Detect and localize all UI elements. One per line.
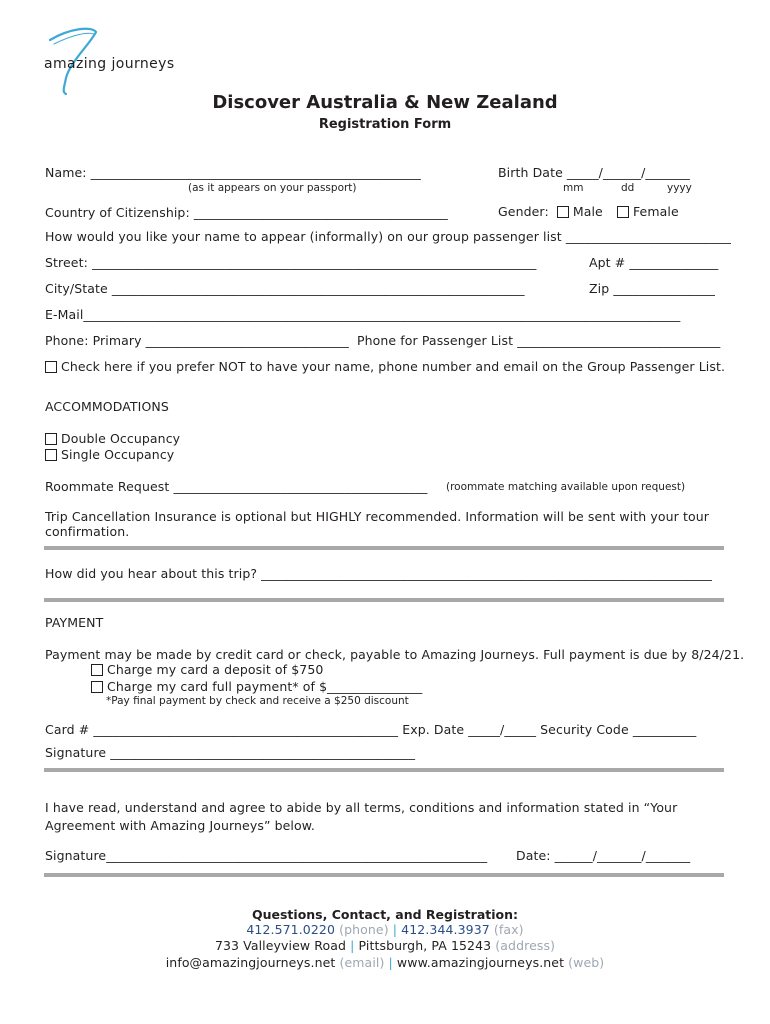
- full-payment-checkbox[interactable]: [91, 681, 103, 693]
- gender-male-checkbox[interactable]: [557, 206, 569, 218]
- contact-heading: Questions, Contact, and Registration:: [251, 907, 518, 922]
- citizenship-field[interactable]: Country of Citizenship: ________________________________________: [45, 205, 448, 220]
- gender-group: [498, 204, 679, 219]
- page-title: Discover Australia & New Zealand: [212, 92, 558, 113]
- gender-label: Gender:: [498, 204, 549, 219]
- insurance-text-line2: confirmation.: [45, 524, 130, 539]
- payment-heading: PAYMENT: [45, 615, 104, 630]
- single-occupancy-checkbox[interactable]: [45, 449, 57, 461]
- separator: |: [392, 922, 398, 937]
- agreement-date-field[interactable]: Date: ______/_______/_______: [516, 848, 691, 863]
- apt-field[interactable]: Apt # ______________: [589, 255, 719, 270]
- contact-web-label: (web): [568, 955, 605, 970]
- page-subtitle: Registration Form: [318, 117, 452, 132]
- full-payment-label: Charge my card full payment* of $_______________: [107, 679, 423, 694]
- city-state-field[interactable]: City/State _________________________________________________________________: [45, 281, 525, 296]
- gender-male-label: Male: [572, 204, 603, 219]
- contact-email-label: (email): [339, 955, 385, 970]
- gender-female-checkbox[interactable]: [617, 206, 629, 218]
- accommodations-heading: ACCOMMODATIONS: [45, 399, 169, 414]
- birth-yyyy-label: yyyy: [667, 182, 692, 194]
- logo: [40, 26, 175, 98]
- passenger-list-name-field[interactable]: How would you like your name to appear (informally) on our group passenger list __________________________: [45, 229, 731, 244]
- deposit-option: [91, 662, 323, 677]
- contact-address-line: [0, 938, 770, 953]
- email-field[interactable]: E-Mail______________________________________________________________________________________________: [45, 307, 681, 322]
- payment-signature-field[interactable]: Signature ________________________________________________: [45, 745, 416, 760]
- agreement-text-line1: I have read, understand and agree to abide by all terms, conditions and information stated in “Your: [45, 800, 678, 815]
- divider: [44, 873, 724, 877]
- birth-dd-label: dd: [621, 182, 635, 194]
- deposit-label: Charge my card a deposit of $750: [107, 662, 324, 677]
- contact-address-label: (address): [495, 938, 556, 953]
- separator: |: [350, 938, 355, 953]
- gender-female-label: Female: [632, 204, 679, 219]
- logo-text: amazing journeys: [44, 56, 175, 72]
- divider: [44, 546, 724, 550]
- deposit-checkbox[interactable]: [91, 664, 103, 676]
- roommate-note: (roommate matching available upon request): [446, 481, 686, 493]
- agreement-signature-field[interactable]: Signature____________________________________________________________: [45, 848, 488, 863]
- privacy-option: [45, 359, 725, 374]
- double-occupancy-label: Double Occupancy: [61, 431, 181, 446]
- agreement-text-line2: Agreement with Amazing Journeys” below.: [45, 818, 315, 833]
- privacy-checkbox[interactable]: [45, 361, 57, 373]
- double-occupancy-option: [45, 431, 180, 446]
- divider: [44, 598, 724, 602]
- contact-fax: 412.344.3937: [401, 922, 490, 937]
- contact-fax-label: (fax): [493, 922, 524, 937]
- phone-primary-field[interactable]: Phone: Primary ________________________________: [45, 333, 349, 348]
- single-occupancy-label: Single Occupancy: [61, 447, 175, 462]
- name-note: (as it appears on your passport): [188, 182, 357, 194]
- payment-note: *Pay final payment by check and receive a $250 discount: [106, 695, 409, 707]
- roommate-request-field[interactable]: Roommate Request ________________________________________: [45, 479, 428, 494]
- single-occupancy-option: [45, 447, 174, 462]
- payment-intro: Payment may be made by credit card or check, payable to Amazing Journeys. Full payment is due by 8/24/21.: [45, 647, 745, 662]
- name-field[interactable]: Name: ____________________________________________________: [45, 165, 421, 180]
- privacy-label: Check here if you prefer NOT to have your name, phone number and email on the Group Passenger List.: [61, 359, 726, 374]
- contact-phone-line: [0, 922, 770, 937]
- separator: |: [388, 955, 393, 970]
- contact-phone[interactable]: 412.571.0220: [246, 922, 336, 937]
- contact-city: Pittsburgh, PA 15243: [358, 938, 492, 953]
- insurance-text-line1: Trip Cancellation Insurance is optional but HIGHLY recommended. Information will be sent with your tour: [45, 509, 709, 524]
- hear-about-field[interactable]: How did you hear about this trip? _______________________________________________________________________: [45, 566, 713, 581]
- zip-field[interactable]: Zip ________________: [589, 281, 715, 296]
- phone-passenger-field[interactable]: Phone for Passenger List ________________________________: [357, 333, 721, 348]
- double-occupancy-checkbox[interactable]: [45, 433, 57, 445]
- street-field[interactable]: Street: ______________________________________________________________________: [45, 255, 537, 270]
- contact-web-line: [0, 955, 770, 970]
- divider: [44, 768, 724, 772]
- contact-email[interactable]: info@amazingjourneys.net: [165, 955, 336, 970]
- birth-date-field[interactable]: Birth Date _____/______/_______: [498, 165, 690, 180]
- card-field[interactable]: Card # ________________________________________________ Exp. Date _____/_____ Security Code __________: [45, 722, 697, 737]
- birth-mm-label: mm: [563, 182, 584, 194]
- contact-street: 733 Valleyview Road: [214, 938, 347, 953]
- full-payment-option: [91, 679, 422, 694]
- contact-web[interactable]: www.amazingjourneys.net: [396, 955, 565, 970]
- contact-phone-label: (phone): [339, 922, 389, 937]
